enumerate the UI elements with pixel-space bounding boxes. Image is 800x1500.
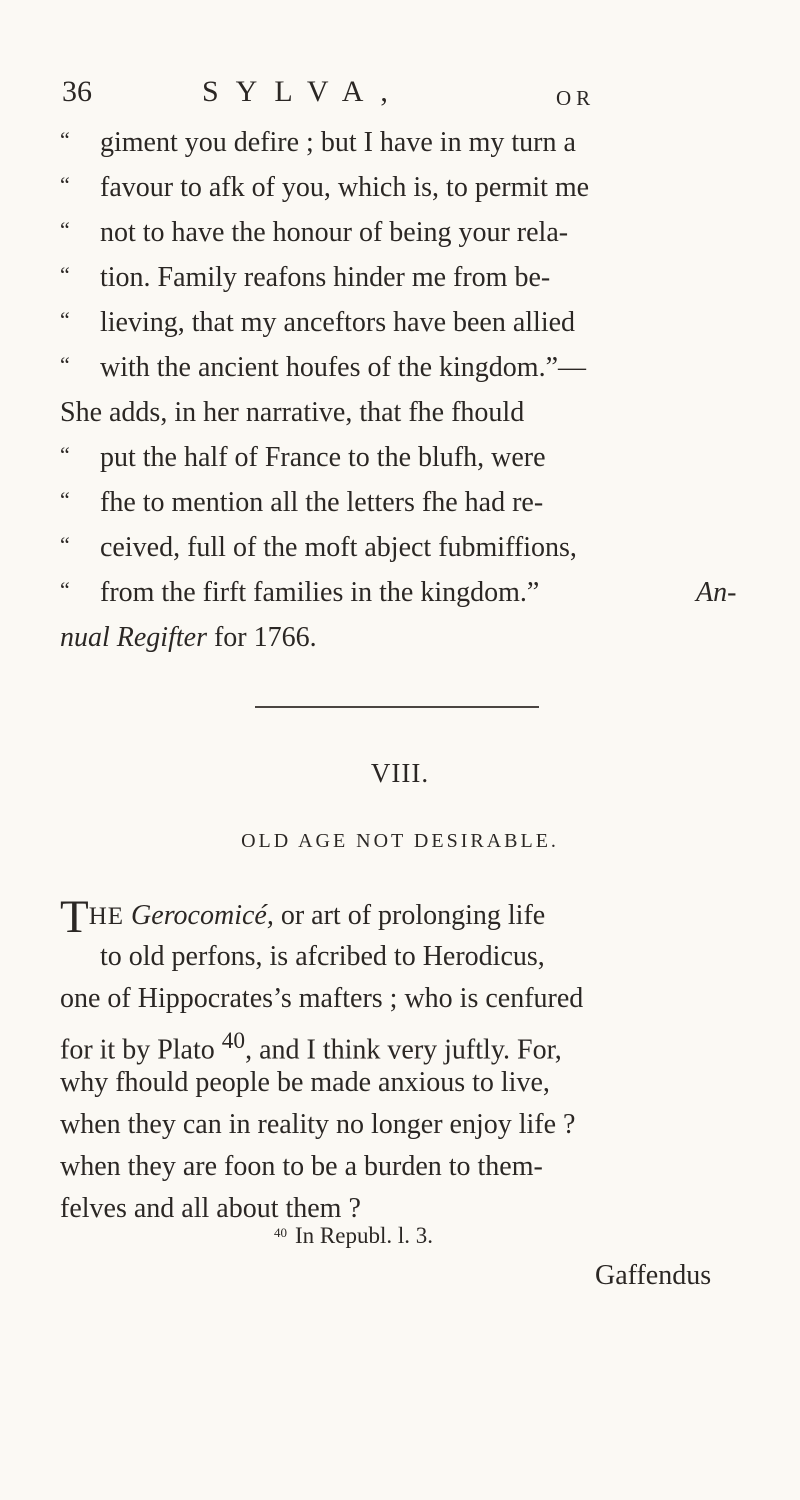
quote-line — [60, 345, 760, 390]
quote-text: with the ancient houfes of the kingdom.”— — [100, 352, 586, 383]
narrative-text: She adds, in her narrative, that fhe fhould — [60, 397, 525, 428]
quote-line — [60, 165, 760, 210]
quote-text: lieving, that my anceftors have been allied — [100, 307, 576, 338]
quotation-mark: “ — [60, 172, 70, 197]
narrative-line — [60, 390, 760, 435]
running-title: SYLVA, — [202, 75, 405, 108]
quote-text: ceived, full of the moft abject fubmiffions, — [100, 532, 577, 563]
running-title-tail: OR — [556, 86, 596, 110]
quote-line — [60, 120, 760, 165]
essay-line: when they can in reality no longer enjoy life ? — [60, 1109, 576, 1140]
footnote-text: In Republ. l. 3. — [295, 1223, 433, 1248]
quote-text: put the half of France to the blufh, were — [100, 442, 546, 473]
essay-line: one of Hippocrates’s mafters ; who is cenfured — [60, 983, 584, 1014]
quote-text: giment you defire ; but I have in my turn a — [100, 127, 576, 158]
section-number: VIII. — [370, 758, 430, 788]
essay-line — [60, 1020, 760, 1066]
citation-title: nual Regifter — [60, 622, 207, 653]
small-caps-lead: HE — [88, 903, 125, 930]
footnote-reference: 40 — [221, 1028, 246, 1054]
footnote — [274, 1223, 433, 1249]
section-divider — [255, 706, 539, 708]
catchword: Gaffendus — [595, 1260, 712, 1291]
essay-text-segment: , and I think very juftly. For, — [245, 1034, 562, 1066]
quote-line — [60, 435, 760, 480]
essay-line — [60, 891, 760, 943]
running-head — [62, 72, 682, 112]
quote-line — [60, 525, 760, 570]
quotation-mark: “ — [60, 217, 70, 242]
quote-line — [60, 255, 760, 300]
essay-text — [60, 891, 760, 1230]
essay-text-segment: or art of prolonging life — [280, 900, 546, 931]
quotation-mark: “ — [60, 577, 70, 602]
quote-text: fhe to mention all the letters fhe had re- — [100, 487, 544, 518]
section-title: OLD AGE NOT DESIRABLE. — [241, 830, 559, 852]
quote-text: from the firft families in the kingdom.” — [100, 577, 540, 608]
drop-cap: T — [60, 891, 89, 943]
essay-line: why fhould people be made anxious to live, — [60, 1067, 550, 1098]
essay-line: to old perfons, is afcribed to Herodicus, — [100, 941, 545, 972]
citation — [60, 615, 317, 660]
gerocomice-term: Gerocomicé, — [131, 900, 274, 931]
quotation-mark: “ — [60, 262, 70, 287]
quote-text: not to have the honour of being your rela- — [100, 217, 569, 248]
quote-line — [60, 300, 760, 345]
essay-line: felves and all about them ? — [60, 1193, 361, 1224]
citation-line — [60, 615, 760, 660]
quotation-mark: “ — [60, 532, 70, 557]
page-number: 36 — [62, 75, 92, 108]
quotation-mark: “ — [60, 127, 70, 152]
quoted-letter — [60, 120, 760, 660]
footnote-number: 40 — [274, 1225, 287, 1240]
quotation-mark: “ — [60, 442, 70, 467]
quotation-mark: “ — [60, 352, 70, 377]
quotation-mark: “ — [60, 487, 70, 512]
quote-line — [60, 210, 760, 255]
quotation-mark: “ — [60, 307, 70, 332]
essay-text-segment: for it by Plato — [60, 1034, 215, 1066]
quote-line — [60, 480, 760, 525]
citation-year: for 1766. — [213, 622, 317, 653]
quote-text: favour to afk of you, which is, to permit me — [100, 172, 590, 203]
quote-text: tion. Family reafons hinder me from be- — [100, 262, 551, 293]
essay-line: when they are foon to be a burden to them- — [60, 1151, 543, 1182]
quote-line — [60, 570, 760, 615]
citation-italic-start: An- — [696, 577, 737, 608]
